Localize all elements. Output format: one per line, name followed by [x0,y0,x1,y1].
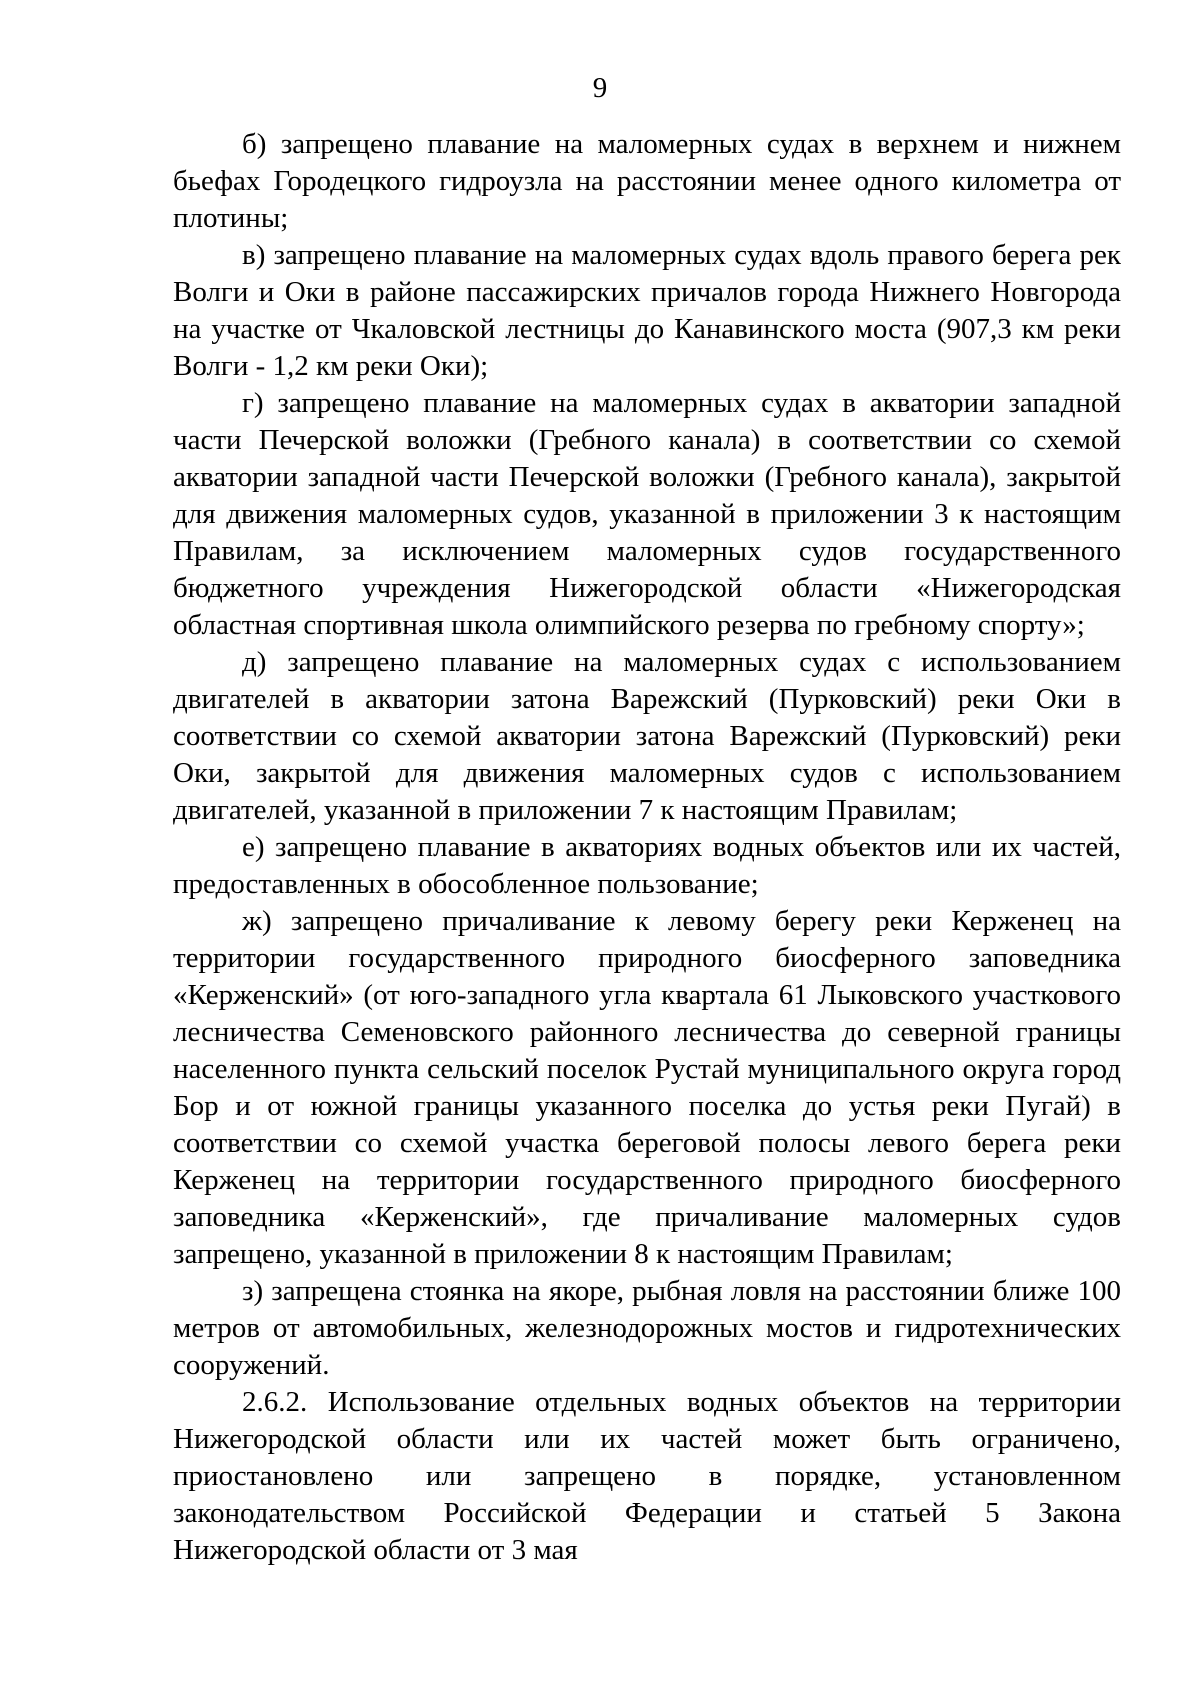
paragraph-zh: ж) запрещено причаливание к левому берегу реки Керженец на территории государственного природного биосферного заповедника «Керженский» (от юго-западного угла квартала 61 Лыковского участкового лесничества Семеновского районного лесничества до северной границы населенного пункта сельский поселок Рустай муниципального округа город Бор и от южной границы указанного поселка до устья реки Пугай) в соответствии со схемой участка береговой полосы левого берега реки Керженец на территории государственного природного биосферного заповедника «Керженский», где причаливание маломерных судов запрещено, указанной в приложении 8 к настоящим Правилам; [173,905,1121,1270]
paragraph-2-6-2: 2.6.2. Использование отдельных водных объектов на территории Нижегородской области или их частей может быть ограничено, приостановлено или запрещено в порядке, установленном законодательством Российской Федерации и статьей 5 Закона Нижегородской области от 3 мая [173,1386,1121,1566]
page-number: 9 [592,72,608,104]
paragraph-g: г) запрещено плавание на маломерных судах в акватории западной части Печерской воложки (Гребного канала) в соответствии со схемой акватории западной части Печерской воложки (Гребного канала), закрытой для движения маломерных судов, указанной в приложении 3 к настоящим Правилам, за исключением маломерных судов государственного бюджетного учреждения Нижегородской области «Нижегородская областная спортивная школа олимпийского резерва по гребному спорту»; [173,387,1121,641]
document-body [173,126,1121,1569]
paragraph-z: з) запрещена стоянка на якоре, рыбная ловля на расстоянии ближе 100 метров от автомобильных, железнодорожных мостов и гидротехнических сооружений. [173,1275,1121,1381]
paragraph-e: е) запрещено плавание в акваториях водных объектов или их частей, предоставленных в обособленное пользование; [173,831,1121,900]
paragraph-b: б) запрещено плавание на маломерных судах в верхнем и нижнем бьефах Городецкого гидроузла на расстоянии менее одного километра от плотины; [173,128,1121,234]
paragraph-v: в) запрещено плавание на маломерных судах вдоль правого берега рек Волги и Оки в районе пассажирских причалов города Нижнего Новгорода на участке от Чкаловской лестницы до Канавинского моста (907,3 км реки Волги - 1,2 км реки Оки); [173,239,1121,382]
paragraph-d: д) запрещено плавание на маломерных судах с использованием двигателей в акватории затона Варежский (Пурковский) реки Оки в соответствии со схемой акватории затона Варежский (Пурковский) реки Оки, закрытой для движения маломерных судов с использованием двигателей, указанной в приложении 7 к настоящим Правилам; [173,646,1121,826]
